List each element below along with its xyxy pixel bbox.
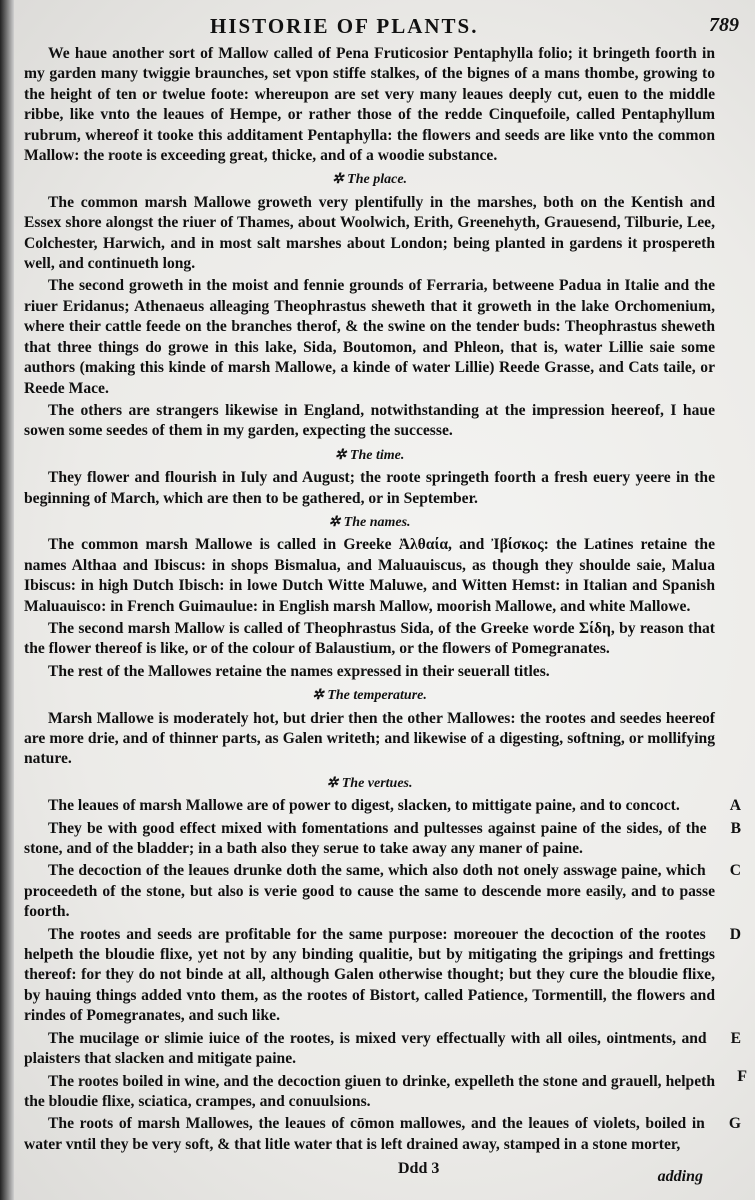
paragraph-text: The roots of marsh Mallowes, the leaues of cōmon mallowes, and the leaues of violets, boiled in water vntil they be very soft, & that litle water that is left drained away, stamped in a stone morter, <box>24 1115 705 1153</box>
margin-letter: E <box>730 1029 741 1047</box>
section-heading: ✲ The temperature. <box>312 688 427 704</box>
paragraph-text: The decoction of the leaues drunke doth the same, which also doth not onely asswage paine, which proceedeth of the stone, but also is verie good to cause the same to descende more easily, and to passe foorth. <box>24 862 715 921</box>
paragraph <box>24 709 715 770</box>
section-heading: ✲ The place. <box>331 172 408 188</box>
paragraph-text: We haue another sort of Mallow called of Pena Fruticosior Pentaphylla folio; it bringeth foorth in my garden many twiggie braunches, set vpon stiffe stalkes, of the bignes of a mans thombe, growing to the height of ten or twelue foote: whereupon are set very many leaues deeply cut, euen to the middle ribbe, like vnto the leaues of Hempe, or rather those of the redde Cinquefoile, called Pentaphyllum rubrum, whereof it tooke this additament Pentaphylla: the flowers and seeds are like vnto the common Mallow: the roote is exceeding great, thicke, and of a woodie substance. <box>24 45 715 165</box>
paragraph-text: The common marsh Mallowe is called in Greeke Ἀλθαία, and Ἰβίσκος: the Latines retaine the names Althaa and Ibiscus: in shops Bismalua, and Maluauiscus, as though they shoulde saie, Malua Ibiscus: in high Dutch Ibisch: in lowe Dutch Witte Maluwe, and Witten Hemst: in Italian and Spanish Maluauisco: in French Guimaulue: in English marsh Mallow, moorish Mallowe, and white Mallowe. <box>24 536 715 615</box>
margin-letter: A <box>729 797 741 815</box>
paragraph <box>24 535 715 617</box>
paragraph-text: The second groweth in the moist and fennie grounds of Ferraria, betweene Padua in Italie and the riuer Eridanus; Athenaeus alleaging Theophrastus sheweth that it groweth in the lake Orchomenium, where their cattle feede on the branches therof, & the swine on the tender buds: Theophrastus sheweth that three things do growe in this lake, Sida, Boutomon, and Phleon, that is, water Lillie saie some authors (making this kinde of marsh Mallowe, a kinde of water Lillie) Reede Grasse, and Cats taile, or Reede Mace. <box>24 277 715 397</box>
page-number: 789 <box>709 14 739 36</box>
running-title: HISTORIE OF PLANTS. <box>210 14 479 38</box>
paragraph <box>24 1114 741 1155</box>
paragraph-text: They flower and flourish in Iuly and August; the roote springeth foorth a fresh euery yeere in the beginning of March, which are then to be gathered, or in September. <box>24 469 715 507</box>
paragraph-text: Marsh Mallowe is moderately hot, but drier then the other Mallowes: the rootes and seedes heereof are more drie, and of thinner parts, as Galen writeth; and likewise of a digesting, softning, or mollifying nature. <box>24 709 715 768</box>
paragraph-text: They be with good effect mixed with fomentations and pultesses against paine of the sides, of the stone, and of the bladder; in a bath also they serue to take away any maner of paine. <box>24 819 707 858</box>
signature-mark: Ddd 3 <box>398 1160 440 1177</box>
page-header <box>24 14 739 44</box>
paragraph <box>24 925 741 1027</box>
paragraph-text: The common marsh Mallowe groweth very plentifully in the marshes, both on the Kentish and Essex shore alongst the riuer of Thames, about Woolwich, Erith, Greenehyth, Grauesend, Tilburie, Lee, Colchester, Harwich, and in most salt marshes about London; being planted in gardens it prospereth well, and continueth long. <box>24 193 715 273</box>
paragraph <box>24 662 715 682</box>
paragraph <box>24 276 715 398</box>
paragraph-text: The second marsh Mallow is called of Theophrastus Sida, of the Greeke worde Σίδη, by reason that the flower thereof is like, or of the colour of Balaustium, or the flowers of Pomegranates. <box>24 619 715 658</box>
margin-letter: B <box>730 819 741 837</box>
paragraph-text: The rootes and seeds are profitable for the same purpose: moreouer the decoction of the rootes helpeth the bloudie flixe, yet not by any binding qualitie, but by mitigating the gripings and frettings thereof: for they do not binde at all, although Galen otherwise thought; but they cure the bloudie flixe, by hauing things added vnto them, as the rootes of Bistort, called Patience, Tormentill, the flowers and rindes of Pomegranates, and such like. <box>24 925 715 1025</box>
margin-letter: G <box>728 1115 741 1133</box>
paragraph-text: The rootes boiled in wine, and the decoction giuen to drinke, expelleth the stone and grauell, helpeth the bloudie flixe, sciatica, crampes, and conuulsions. <box>24 1072 715 1110</box>
paragraph <box>24 819 741 860</box>
paragraph <box>24 1029 741 1070</box>
section-heading: ✲ The time. <box>334 447 405 463</box>
paragraph <box>24 401 715 442</box>
paragraph <box>24 193 715 275</box>
body-text <box>24 44 741 1155</box>
paragraph-text: The leaues of marsh Mallowe are of power to digest, slacken, to mittigate paine, and to concoct. <box>48 797 680 815</box>
paragraph <box>24 1072 715 1113</box>
paragraph <box>24 619 715 660</box>
margin-letter-f: F <box>737 1068 747 1085</box>
margin-letter: D <box>729 925 741 943</box>
paragraph-text: The rest of the Mallowes retaine the names expressed in their seuerall titles. <box>48 662 550 680</box>
section-heading: ✲ The vertues. <box>326 775 413 791</box>
catchword: adding <box>657 1168 703 1185</box>
paragraph <box>24 468 715 509</box>
paragraph <box>24 861 741 922</box>
paragraph <box>24 796 741 816</box>
paragraph <box>24 44 715 166</box>
paragraph-text: The mucilage or slimie iuice of the rootes, is mixed very effectually with all oiles, ointments, and plaisters that slacken and mitigate paine. <box>24 1029 707 1068</box>
paragraph-text: The others are strangers likewise in England, notwithstanding at the impression heereof, I haue sowen some seedes of them in my garden, expecting the successe. <box>24 401 715 440</box>
binding-shadow <box>0 0 14 1200</box>
margin-letter: C <box>729 862 741 880</box>
section-heading: ✲ The names. <box>328 514 411 530</box>
